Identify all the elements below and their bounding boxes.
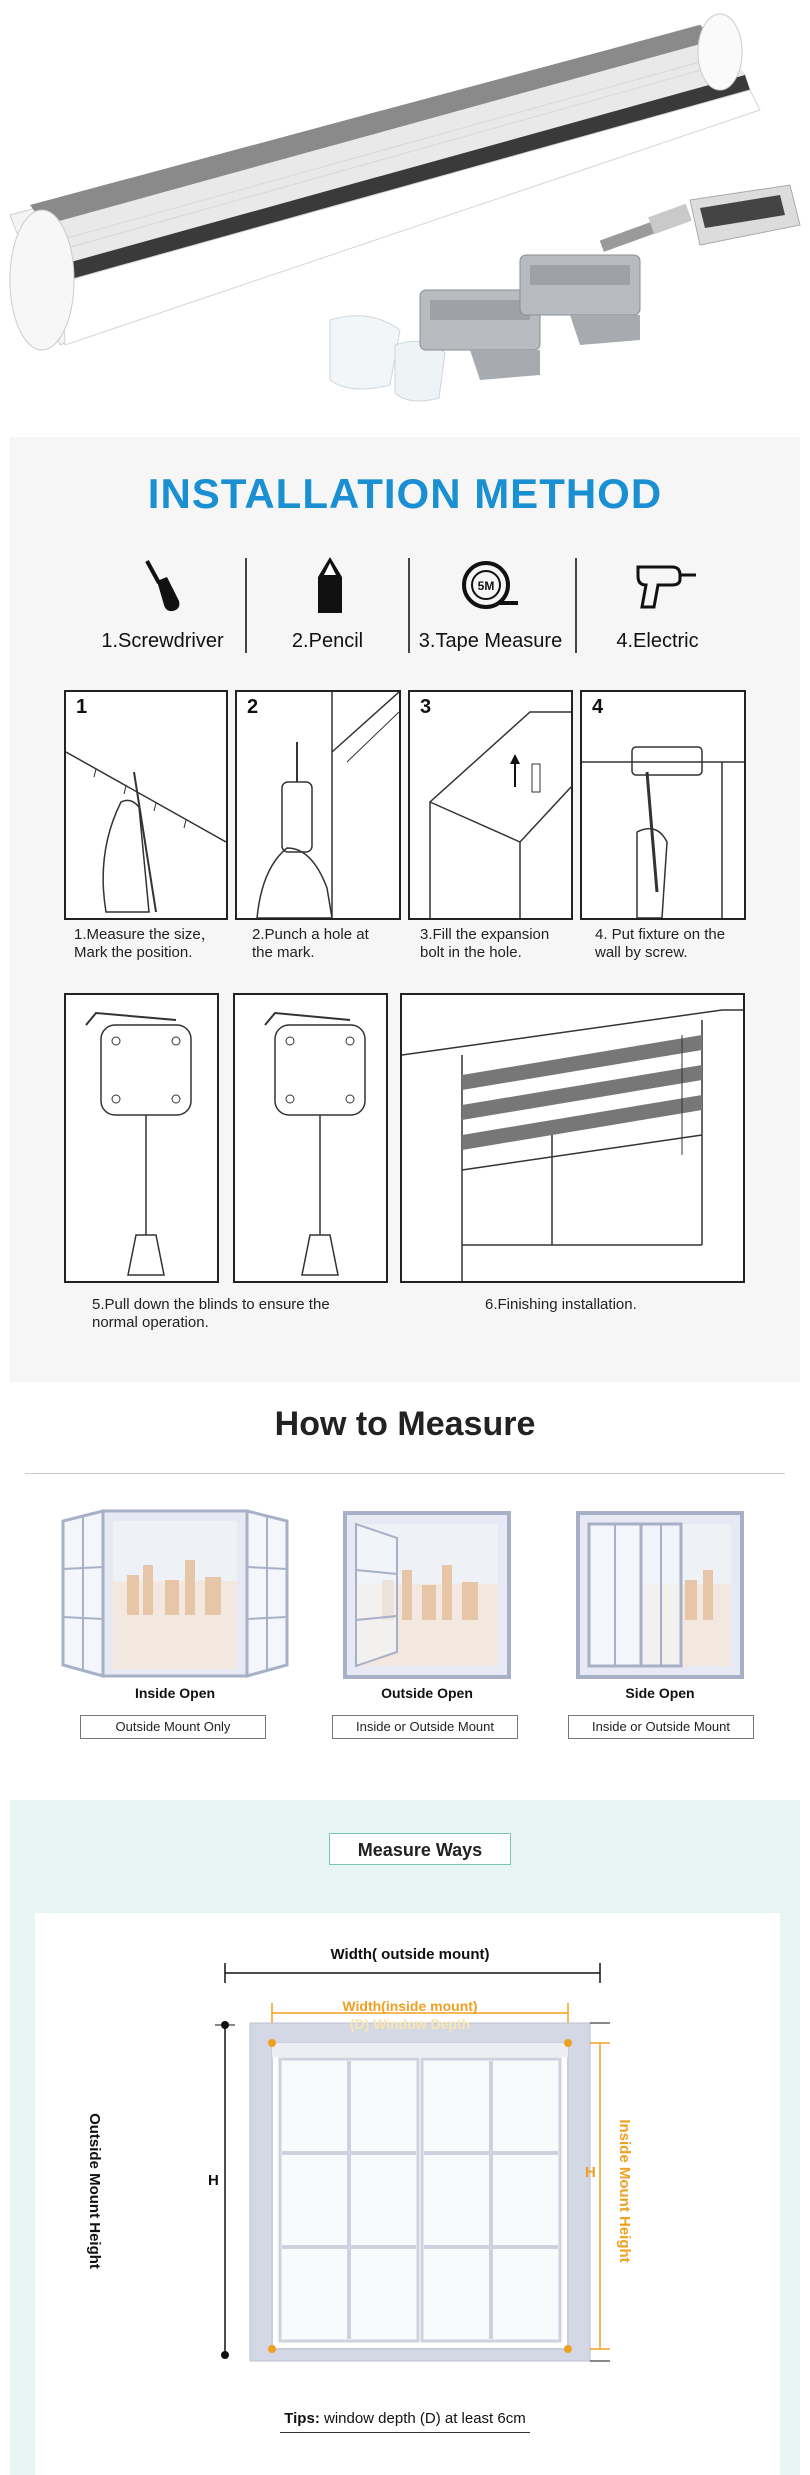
- step-4-panel: [580, 690, 746, 920]
- how-to-measure-title: How to Measure: [274, 1405, 536, 1443]
- step-2-caption: [252, 926, 412, 962]
- tape-badge-text: 5M: [477, 579, 495, 593]
- tips-text: window depth (D) at least 6cm: [319, 2410, 526, 2427]
- step-3-number: 3: [420, 696, 432, 718]
- step-5-caption: [92, 1296, 392, 1332]
- section-divider: [25, 1473, 785, 1474]
- pencil-icon: [310, 555, 350, 615]
- step-1-caption-line2: Mark the position.: [74, 944, 193, 961]
- step-4-caption-line1: 4. Put fixture on the: [595, 926, 726, 943]
- step-1-number: 1: [76, 696, 88, 718]
- step-3-panel: [408, 690, 573, 920]
- step-3-caption: [420, 926, 580, 962]
- window-inside-open: [55, 1505, 295, 1680]
- inside-h-marker: H: [585, 2164, 596, 2181]
- step-5-panel-a: [64, 993, 219, 1283]
- tool-label-tape-measure: 3.Tape Measure: [418, 630, 563, 652]
- measure-ways-title: Measure Ways: [329, 1833, 511, 1865]
- window-label-inside-open: Inside Open: [134, 1685, 216, 1701]
- step-3-caption-line1: 3.Fill the expansion: [420, 926, 550, 943]
- window-label-side-open: Side Open: [625, 1685, 695, 1701]
- mount-option-inside-open: Outside Mount Only: [80, 1715, 266, 1739]
- tips-label: Tips:: [284, 2410, 320, 2427]
- step-5-panel-b: [233, 993, 388, 1283]
- step-2-number: 2: [247, 696, 259, 718]
- outside-h-marker: H: [208, 2172, 219, 2189]
- tool-label-pencil: 2.Pencil: [291, 630, 364, 652]
- window-label-outside-open: Outside Open: [381, 1685, 473, 1701]
- step-5-caption-line2: normal operation.: [92, 1314, 209, 1331]
- inside-height-label: Inside Mount Height: [616, 2119, 633, 2263]
- step-2-caption-line2: the mark.: [252, 944, 315, 961]
- mount-option-outside-open: Inside or Outside Mount: [332, 1715, 518, 1739]
- window-outside-open: [342, 1510, 512, 1680]
- screwdriver-icon: [135, 555, 185, 615]
- window-depth-label: (D) Window Depth: [349, 2016, 471, 2032]
- width-outside-label: Width( outside mount): [330, 1946, 490, 1963]
- step-4-number: 4: [592, 696, 604, 718]
- step-2-panel: [235, 690, 401, 920]
- tool-label-electric: 4.Electric: [616, 630, 699, 652]
- step-5-caption-line1: 5.Pull down the blinds to ensure the: [92, 1296, 330, 1313]
- installation-title: INSTALLATION METHOD: [147, 470, 663, 517]
- width-inside-label: Width(inside mount): [342, 1998, 478, 2014]
- electric-drill-icon: [630, 555, 700, 615]
- tape-measure-icon: [460, 555, 520, 615]
- tips-underline: [280, 2432, 530, 2433]
- step-3-caption-line2: bolt in the hole.: [420, 944, 522, 961]
- step-1-caption-line1: 1.Measure the size，: [74, 926, 216, 943]
- step-6-panel: [400, 993, 745, 1283]
- step-4-caption-line2: wall by screw.: [595, 944, 688, 961]
- step-6-caption: 6.Finishing installation.: [485, 1296, 637, 1313]
- step-4-caption: [595, 926, 760, 962]
- step-2-caption-line1: 2.Punch a hole at: [252, 926, 369, 943]
- step-1-caption: [74, 926, 234, 962]
- window-side-open: [575, 1510, 745, 1680]
- step-1-panel: [64, 690, 228, 920]
- tips: [0, 2410, 810, 2427]
- outside-height-label: Outside Mount Height: [86, 2113, 103, 2269]
- mount-option-side-open: Inside or Outside Mount: [568, 1715, 754, 1739]
- product-photo: [0, 0, 810, 430]
- tool-label-screwdriver: 1.Screwdriver: [101, 630, 224, 652]
